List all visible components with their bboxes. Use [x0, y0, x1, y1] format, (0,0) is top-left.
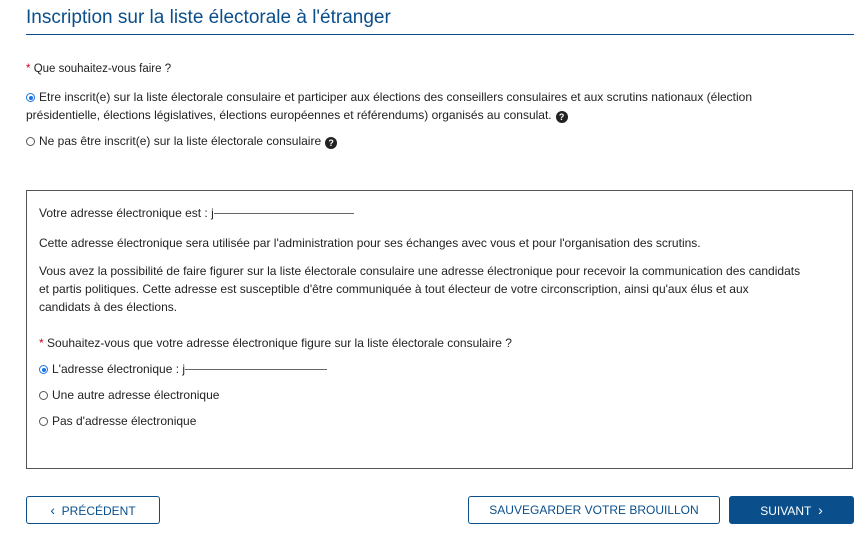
previous-label: PRÉCÉDENT	[61, 504, 136, 518]
option-register-line1: Etre inscrit(e) sur la liste électorale consulaire et participer aux élections des conseillers consulaires et aux scrutins nationaux (élection	[39, 90, 753, 104]
chevron-left-icon: ‹	[50, 502, 55, 518]
radio-email-current[interactable]	[39, 365, 48, 374]
next-button[interactable]	[729, 496, 854, 524]
question-circle-icon[interactable]: ?	[325, 137, 337, 149]
option-email-current[interactable]	[39, 361, 327, 378]
option-email-current-label: L'adresse électronique : j	[52, 362, 186, 376]
title-divider	[26, 34, 854, 35]
email-line	[39, 205, 354, 222]
save-draft-label: SAUVEGARDER VOTRE BROUILLON	[489, 503, 699, 517]
required-asterisk: *	[26, 63, 31, 75]
option-email-none[interactable]	[39, 413, 196, 430]
redacted-email	[185, 366, 327, 370]
option-register-line2: présidentielle, élections législatives, élections européennes et référendums) organisés au consulat.	[26, 108, 552, 122]
radio-not-register[interactable]	[26, 137, 35, 146]
option-email-none-label: Pas d'adresse électronique	[52, 414, 197, 428]
email-usage-text: Cette adresse électronique sera utilisée par l'administration pour ses échanges avec vous et pour l'organisation des scrutins.	[39, 236, 701, 250]
page-title: Inscription sur la liste électorale à l'étranger	[26, 7, 391, 28]
question-email-label: Souhaitez-vous que votre adresse électronique figure sur la liste électorale consulaire ?	[47, 336, 512, 350]
email-label: Votre adresse électronique est : j	[39, 206, 214, 220]
required-asterisk: *	[39, 336, 44, 350]
question-email-listing	[39, 335, 512, 352]
email-info-line2: et partis politiques. Cette adresse est susceptible d'être communiquée à tout électeur de votre circonscription, ainsi qu'aux élus et aux	[39, 282, 749, 296]
email-section	[26, 190, 853, 469]
option-register[interactable]	[26, 88, 836, 124]
option-not-register-label: Ne pas être inscrit(e) sur la liste électorale consulaire	[39, 134, 322, 148]
radio-email-other[interactable]	[39, 391, 48, 400]
option-email-other-label: Une autre adresse électronique	[52, 388, 220, 402]
redacted-email	[214, 210, 354, 214]
radio-register[interactable]	[26, 93, 35, 102]
save-draft-button[interactable]	[468, 496, 720, 524]
email-info-line1: Vous avez la possibilité de faire figurer sur la liste électorale consulaire une adresse électronique pour recevoir la communication des candidats	[39, 264, 801, 278]
radio-email-none[interactable]	[39, 417, 48, 426]
next-label: SUIVANT	[760, 504, 812, 518]
question-label: Que souhaitez-vous faire ?	[33, 63, 172, 75]
chevron-right-icon: ›	[818, 502, 823, 518]
option-not-register[interactable]	[26, 132, 337, 150]
option-email-other[interactable]	[39, 387, 219, 404]
question-circle-icon[interactable]: ?	[556, 111, 568, 123]
email-info-line3: candidats à des élections.	[39, 300, 178, 314]
previous-button[interactable]	[26, 496, 160, 524]
question-what-to-do	[26, 63, 171, 75]
